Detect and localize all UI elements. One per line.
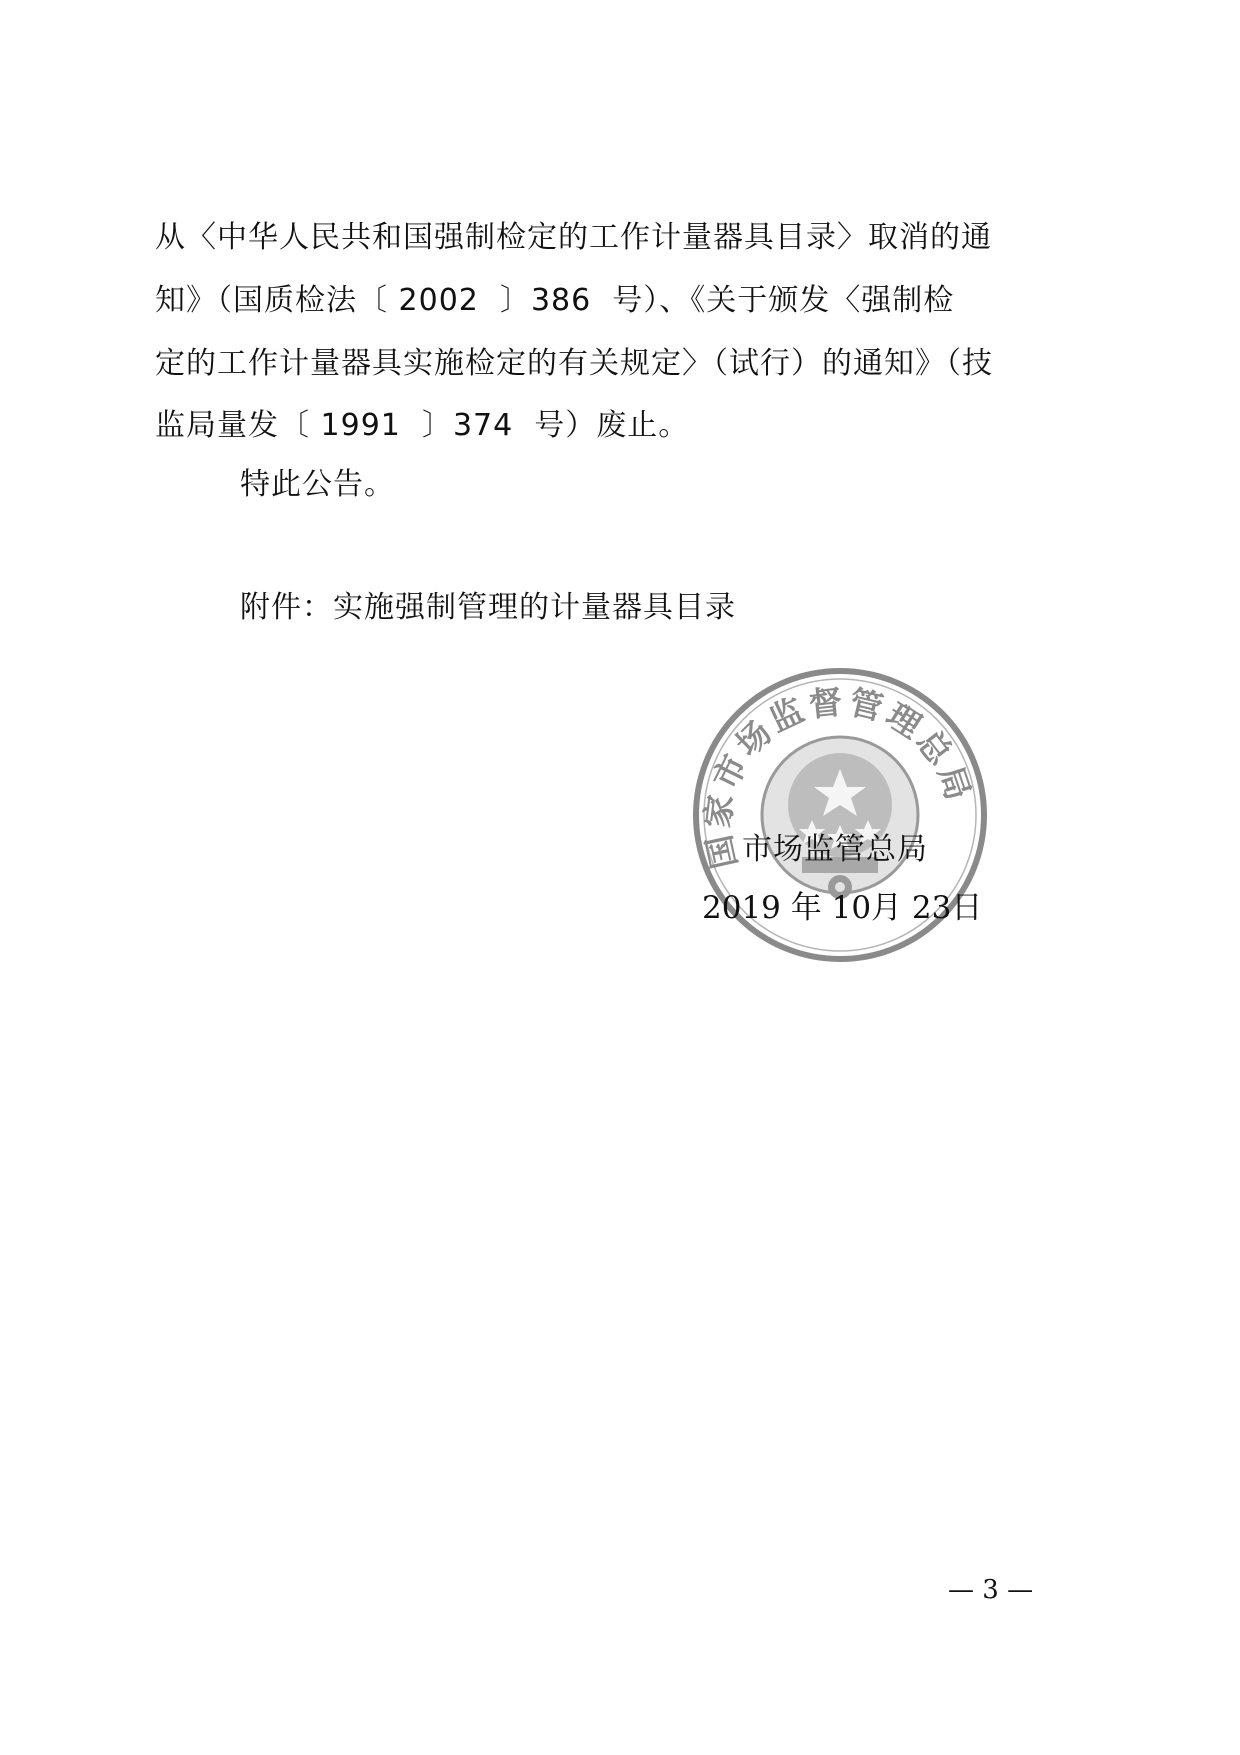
body-line-4: 监局量发〔 1991 〕374 号）废止。	[155, 408, 690, 443]
attachment-line: 附件：实施强制管理的计量器具目录	[240, 590, 736, 625]
issuing-organization: 市场监管总局	[742, 832, 928, 867]
page-number: — 3 —	[948, 1575, 1034, 1605]
issue-date: 2019 年 10月 23日	[702, 890, 983, 926]
seal-text: 国家市场监督管理总局	[697, 681, 980, 873]
body-line-3: 定的工作计量器具实施检定的有关规定〉（试行）的通知》（技	[155, 346, 993, 381]
closing-statement: 特此公告。	[240, 467, 395, 502]
body-line-1: 从〈中华人民共和国强制检定的工作计量器具目录〉取消的通	[155, 220, 992, 255]
national-emblem-icon	[762, 737, 918, 899]
body-line-2: 知》（国质检法〔 2002 〕386 号）、《关于颁发〈强制检	[155, 283, 955, 318]
